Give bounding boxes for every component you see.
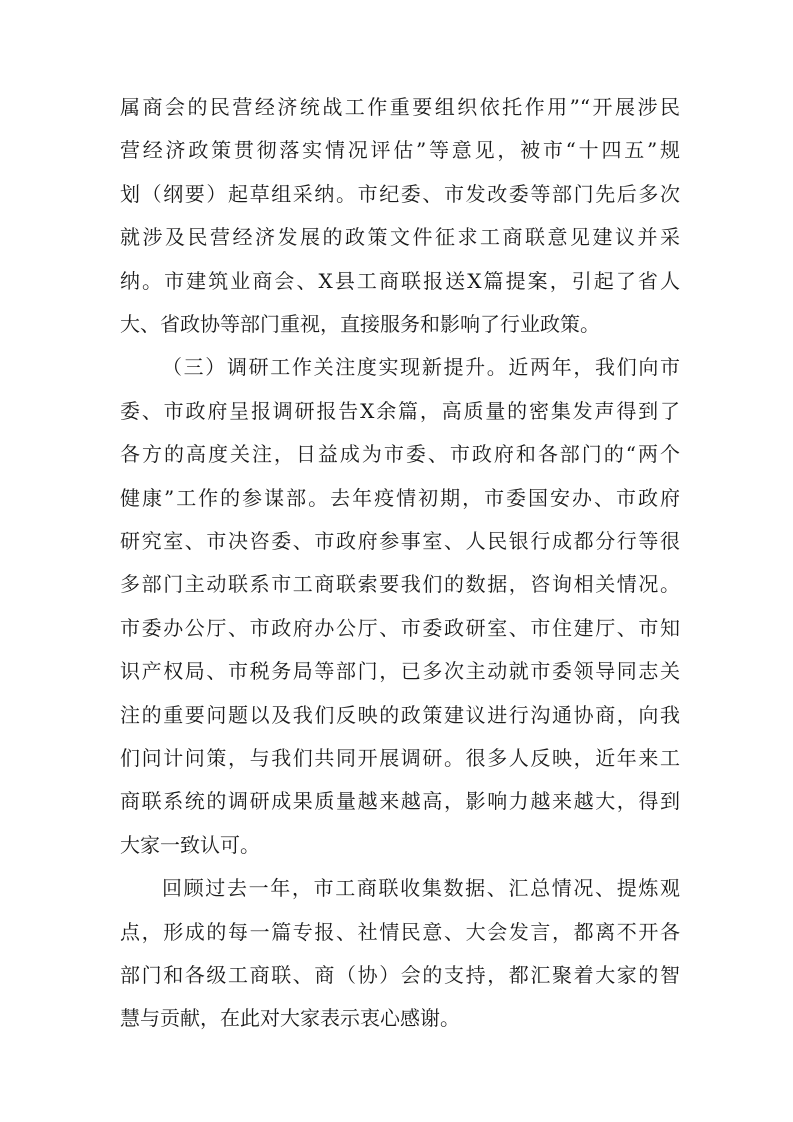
paragraph-2-line-2: 委、市政府呈报调研报告X余篇，高质量的密集发声得到了 (120, 399, 680, 423)
paragraph-2-line-12: 大家一致认可。 (120, 833, 260, 857)
paragraph-1-line-1: 属商会的民营经济统战工作重要组织依托作用”“开展涉民 (120, 95, 680, 119)
paragraph-2-line-6: 多部门主动联系市工商联索要我们的数据，咨询相关情况。 (120, 572, 680, 596)
paragraph-2-line-4: 健康”工作的参谋部。去年疫情初期，市委国安办、市政府 (120, 486, 680, 510)
paragraph-2-line-10: 们问计问策，与我们共同开展调研。很多人反映，近年来工 (120, 746, 680, 770)
paragraph-1-line-4: 就涉及民营经济发展的政策文件征求工商联意见建议并采 (120, 225, 680, 249)
paragraph-2-line-8: 识产权局、市税务局等部门，已多次主动就市委领导同志关 (120, 659, 680, 683)
paragraph-2-line-9: 注的重要问题以及我们反映的政策建议进行沟通协商，向我 (120, 703, 680, 727)
paragraph-3-line-3: 部门和各级工商联、商（协）会的支持，都汇聚着大家的智 (120, 963, 680, 987)
paragraph-1-line-3: 划（纲要）起草组采纳。市纪委、市发改委等部门先后多次 (120, 182, 680, 206)
paragraph-3-line-4: 慧与贡献，在此对大家表示衷心感谢。 (120, 1006, 460, 1030)
paragraph-2-line-5: 研究室、市决咨委、市政府参事室、人民银行成都分行等很 (120, 529, 680, 553)
paragraph-3-line-2: 点，形成的每一篇专报、社情民意、大会发言，都离不开各 (120, 920, 680, 944)
paragraph-2-line-3: 各方的高度关注，日益成为市委、市政府和各部门的“两个 (120, 442, 680, 466)
paragraph-1-line-5: 纳。市建筑业商会、X县工商联报送X篇提案，引起了省人 (120, 269, 680, 293)
paragraph-2-line-7: 市委办公厅、市政府办公厅、市委政研室、市住建厅、市知 (120, 616, 680, 640)
paragraph-2-line-11: 商联系统的调研成果质量越来越高，影响力越来越大，得到 (120, 789, 680, 813)
paragraph-2-line-1: （三）调研工作关注度实现新提升。近两年，我们向市 (162, 355, 680, 379)
paragraph-3-line-1: 回顾过去一年，市工商联收集数据、汇总情况、提炼观 (162, 876, 680, 900)
paragraph-1-line-6: 大、省政协等部门重视，直接服务和影响了行业政策。 (120, 312, 600, 336)
paragraph-1-line-2: 营经济政策贯彻落实情况评估”等意见，被市“十四五”规 (120, 138, 680, 162)
